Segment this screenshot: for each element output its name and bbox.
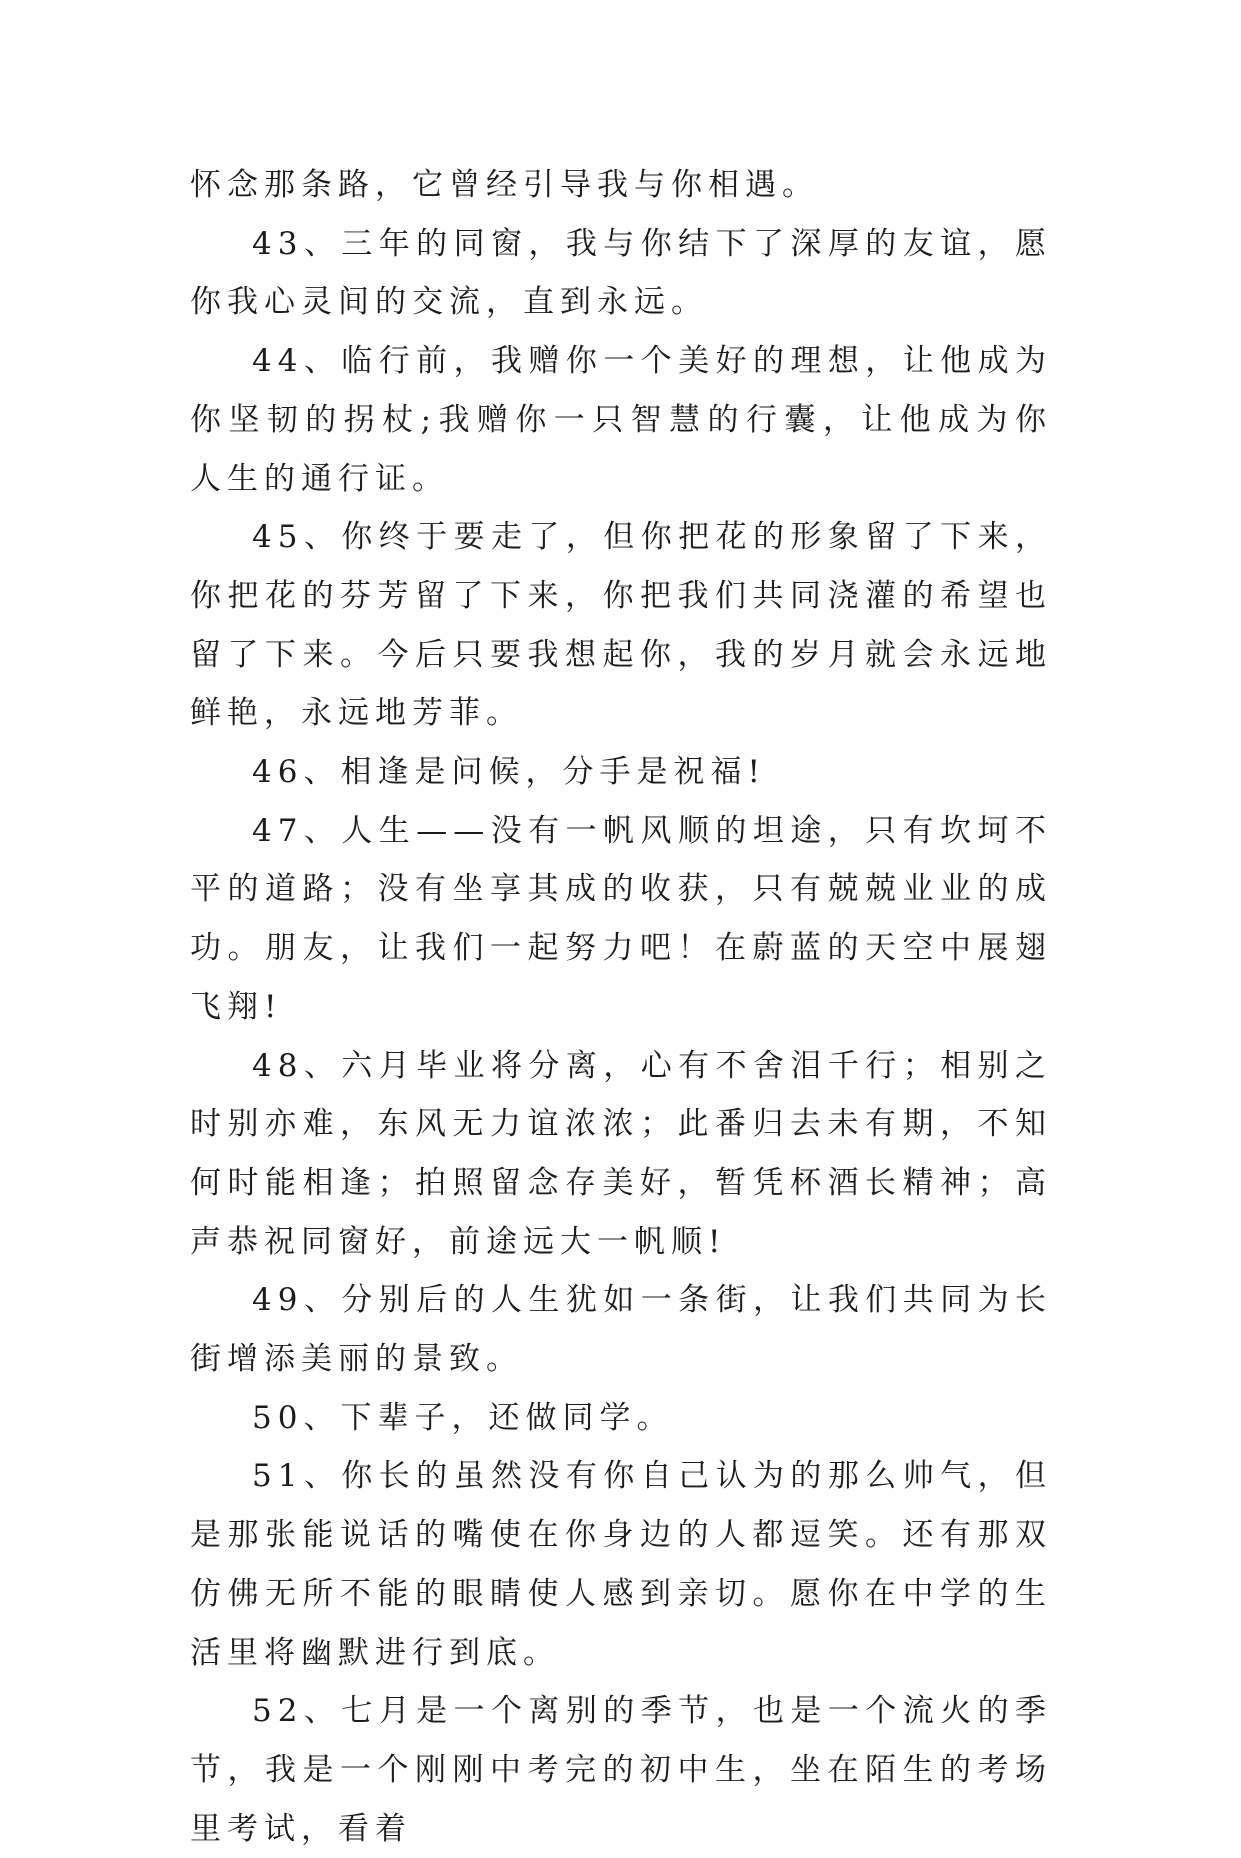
paragraph-3: 44、临行前，我赠你一个美好的理想，让他成为你坚韧的拐杖;我赠你一只智慧的行囊，让他成为你人生的通行证。: [190, 343, 1052, 497]
paragraph-10: 51、你长的虽然没有你自己认为的那么帅气，但是那张能说话的嘴使在你身边的人都逗笑。还有那双仿佛无所不能的眼睛使人感到亲切。愿你在中学的生活里将幽默进行到底。: [190, 1458, 1052, 1671]
paragraph-1: 怀念那条路，它曾经引导我与你相遇。: [190, 167, 819, 203]
paragraph-6: 47、人生——没有一帆风顺的坦途，只有坎坷不平的道路；没有坐享其成的收获，只有兢兢业业的成功。朋友，让我们一起努力吧！在蔚蓝的天空中展翅飞翔!: [190, 812, 1052, 1025]
document-body: [190, 156, 1052, 1858]
paragraph-8: 49、分别后的人生犹如一条街，让我们共同为长街增添美丽的景致。: [190, 1282, 1052, 1378]
paragraph-5: 46、相逢是问候，分手是祝福!: [252, 754, 766, 791]
paragraph-9: 50、下辈子，还做同学。: [252, 1399, 674, 1436]
paragraph-2: 43、三年的同窗，我与你结下了深厚的友谊，愿你我心灵间的交流，直到永远。: [190, 225, 1052, 321]
paragraph-4: 45、你终于要走了，但你把花的形象留了下来，你把花的芬芳留了下来，你把我们共同浇灌的希望也留了下来。今后只要我想起你，我的岁月就会永远地鲜艳，永远地芳菲。: [190, 519, 1052, 732]
paragraph-11: 52、七月是一个离别的季节，也是一个流火的季节，我是一个刚刚中考完的初中生，坐在陌生的考场里考试，看着: [190, 1693, 1052, 1847]
paragraph-7: 48、六月毕业将分离，心有不舍泪千行；相别之时别亦难，东风无力谊浓浓；此番归去未有期，不知何时能相逢；拍照留念存美好，暂凭杯酒长精神；高声恭祝同窗好，前途远大一帆顺!: [190, 1047, 1052, 1260]
